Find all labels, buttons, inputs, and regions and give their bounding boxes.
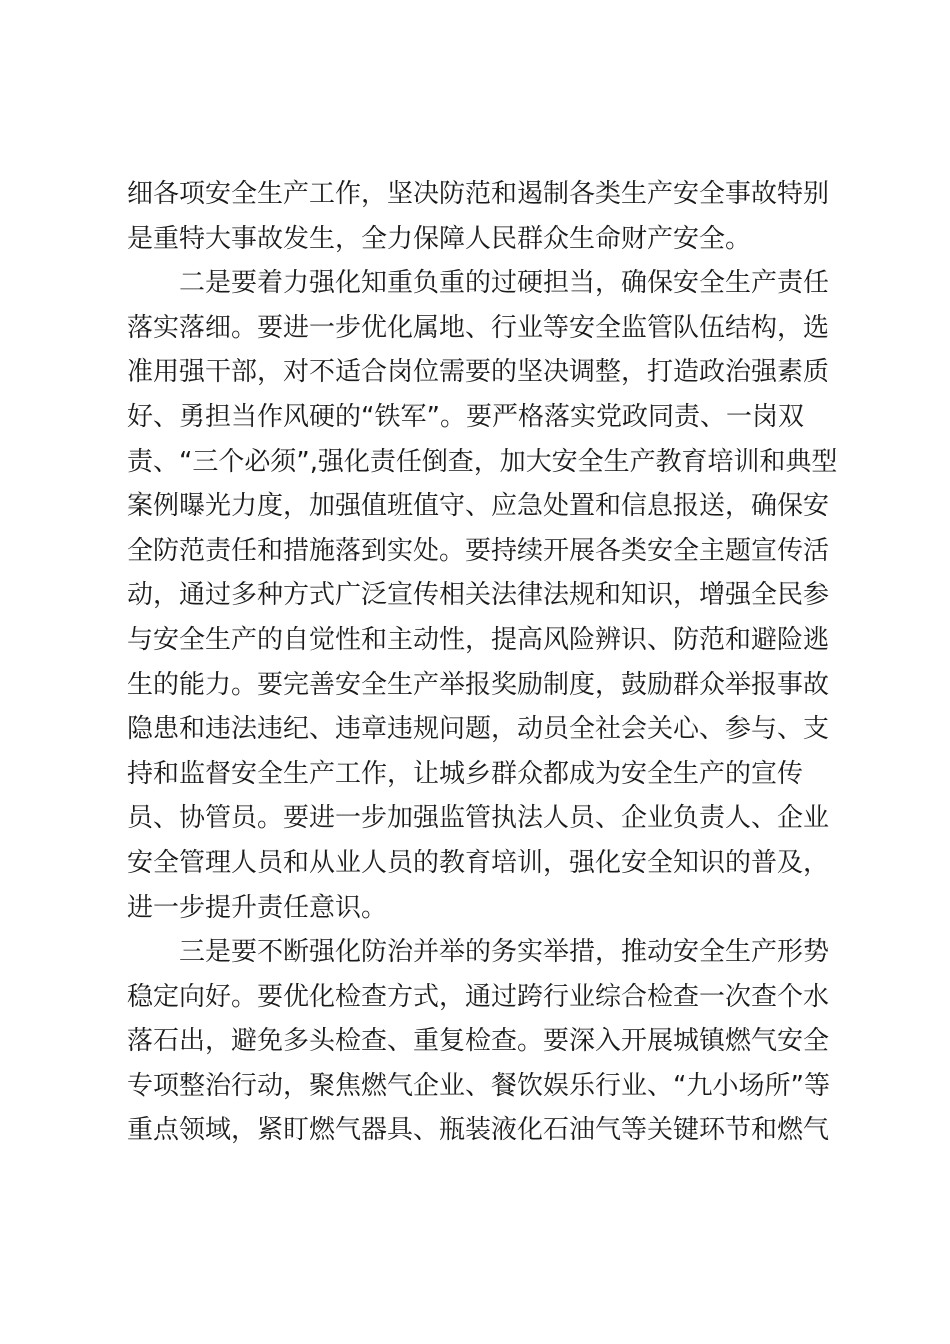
text-line: 员、协管员。要进一步加强监管执法人员、企业负责人、企业 — [127, 803, 830, 834]
text-line: 生的能力。要完善安全生产举报奖励制度，鼓励群众举报事故 — [127, 669, 830, 700]
paragraph-first-line: 二是要着力强化知重负重的过硬担当，确保安全生产责任 — [179, 268, 830, 299]
text-line: 重点领域，紧盯燃气器具、瓶装液化石油气等关键环节和燃气 — [127, 1115, 830, 1146]
text-line: 准用强干部，对不适合岗位需要的坚决调整，打造政治强素质 — [127, 357, 830, 388]
text-line: 持和监督安全生产工作，让城乡群众都成为安全生产的宣传 — [127, 758, 804, 789]
text-line: 进一步提升责任意识。 — [127, 892, 388, 923]
text-line: 好、勇担当作风硬的“铁军”。要严格落实党政同责、一岗双 — [127, 401, 804, 432]
text-line: 与安全生产的自觉性和主动性，提高风险辨识、防范和避险逃 — [127, 624, 830, 655]
body-text — [127, 172, 837, 1153]
text-line: 动，通过多种方式广泛宣传相关法律法规和知识，增强全民参 — [127, 580, 830, 611]
text-line: 稳定向好。要优化检查方式，通过跨行业综合检查一次查个水 — [127, 981, 830, 1012]
text-line: 落石出，避免多头检查、重复检查。要深入开展城镇燃气安全 — [127, 1026, 830, 1057]
text-line: 是重特大事故发生，全力保障人民群众生命财产安全。 — [127, 223, 752, 254]
text-line: 细各项安全生产工作，坚决防范和遏制各类生产安全事故特别 — [127, 179, 830, 209]
text-line: 专项整治行动，聚焦燃气企业、餐饮娱乐行业、“九小场所”等 — [127, 1070, 830, 1101]
text-line: 隐患和违法违纪、违章违规问题，动员全社会关心、参与、支 — [127, 714, 830, 745]
text-line: 全防范责任和措施落到实处。要持续开展各类安全主题宣传活 — [127, 535, 830, 566]
text-line: 落实落细。要进一步优化属地、行业等安全监管队伍结构，选 — [127, 312, 830, 343]
paragraph-first-line: 三是要不断强化防治并举的务实举措，推动安全生产形势 — [179, 937, 830, 968]
text-line: 安全管理人员和从业人员的教育培训，强化安全知识的普及， — [127, 847, 830, 878]
text-line: 责、“三个必须”,强化责任倒查，加大安全生产教育培训和典型 — [127, 446, 838, 477]
text-line: 案例曝光力度，加强值班值守、应急处置和信息报送，确保安 — [127, 491, 830, 522]
